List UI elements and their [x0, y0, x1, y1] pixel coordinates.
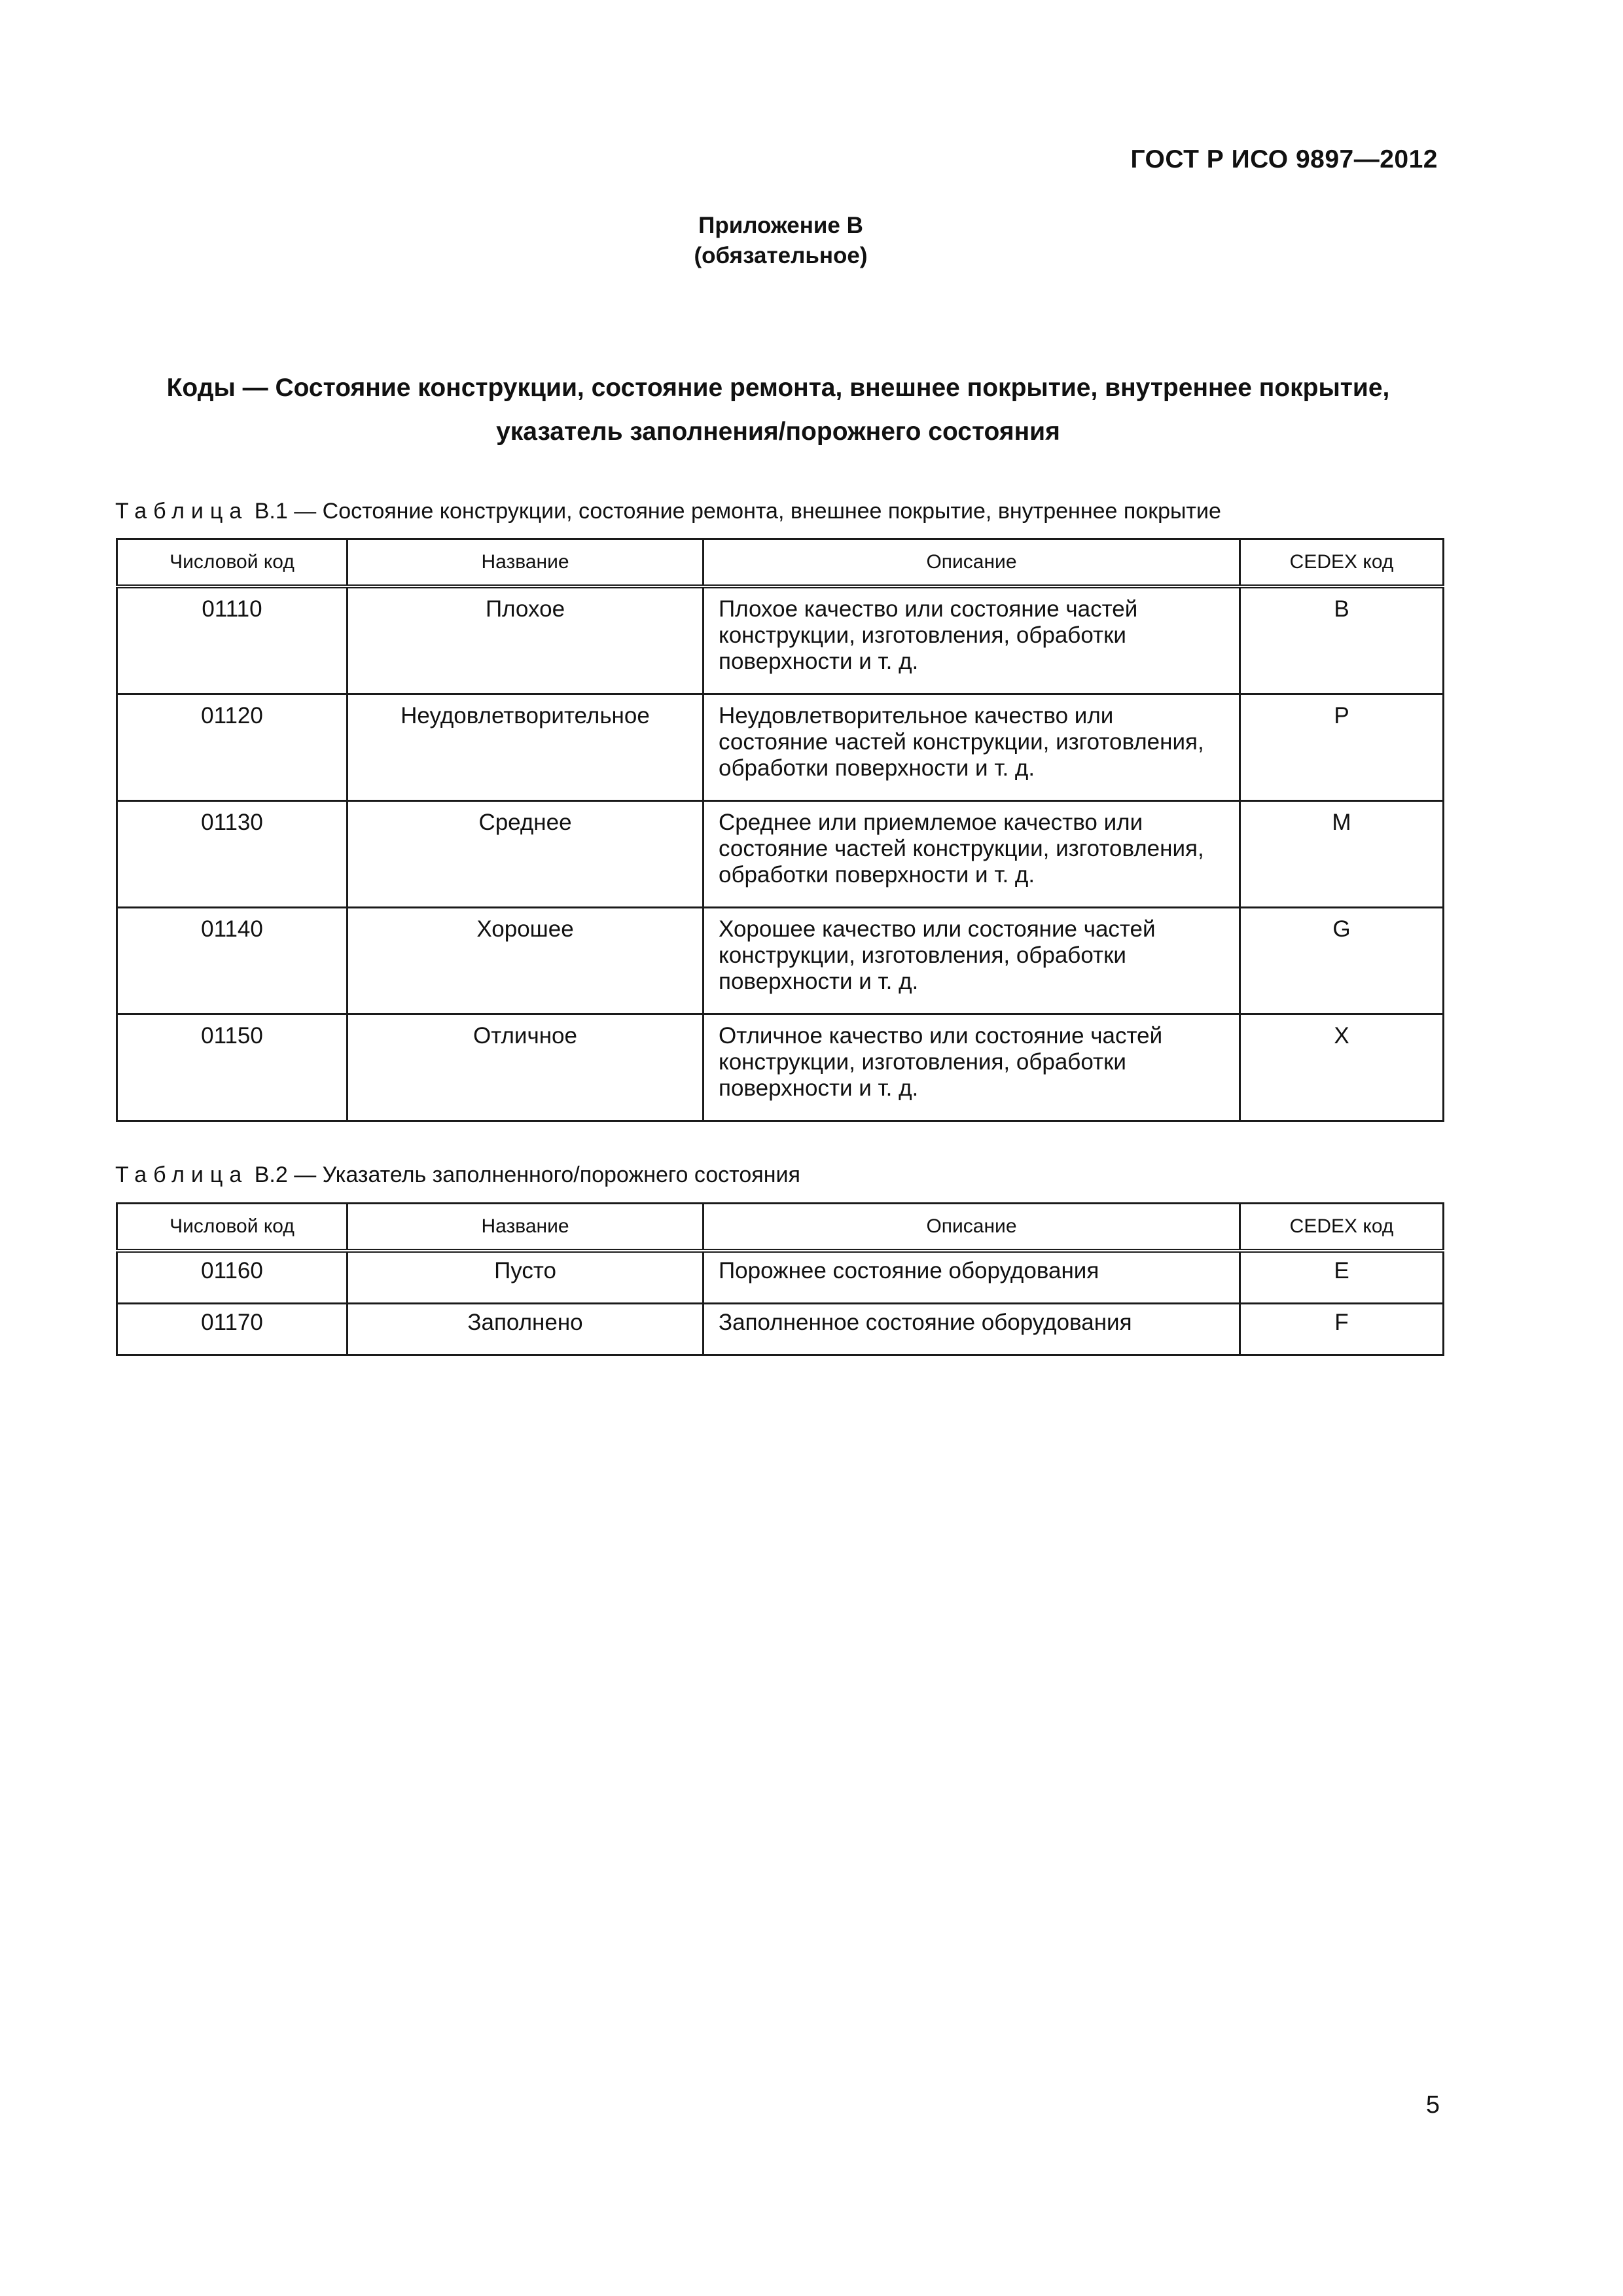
table-2 [116, 1202, 1444, 1356]
cell-code: 01140 [117, 908, 348, 1014]
table-row [117, 801, 1444, 908]
column-header-name: Название [348, 1204, 704, 1251]
annex-status: (обязательное) [694, 243, 868, 268]
cell-cedex: B [1240, 586, 1444, 694]
cell-cedex: E [1240, 1251, 1444, 1304]
table-row [117, 586, 1444, 694]
table-row [117, 1251, 1444, 1304]
cell-code: 01110 [117, 586, 348, 694]
column-header-cedex: CEDEX код [1240, 1204, 1444, 1251]
annex-title: Приложение В [698, 213, 863, 238]
cell-code: 01120 [117, 694, 348, 801]
table-1-caption-text: В.1 — Состояние конструкции, состояние ремонта, внешнее покрытие, внутреннее покрытие [248, 499, 1221, 524]
cell-cedex: P [1240, 694, 1444, 801]
cell-description: Порожнее состояние оборудования [704, 1251, 1240, 1304]
section-title-line-2: указатель заполнения/порожнего состояния [496, 418, 1060, 446]
cell-name: Заполнено [348, 1304, 704, 1355]
cell-name: Пусто [348, 1251, 704, 1304]
page-number: 5 [1425, 2091, 1440, 2119]
table-1-header-row [117, 539, 1444, 587]
cell-description: Заполненное состояние оборудования [704, 1304, 1240, 1355]
cell-name: Плохое [348, 586, 704, 694]
cell-name: Хорошее [348, 908, 704, 1014]
cell-name: Отличное [348, 1014, 704, 1121]
cell-cedex: X [1240, 1014, 1444, 1121]
column-header-description: Описание [704, 1204, 1240, 1251]
cell-cedex: F [1240, 1304, 1444, 1355]
table-1-caption [115, 499, 1221, 524]
table-row [117, 694, 1444, 801]
cell-code: 01130 [117, 801, 348, 908]
table-row [117, 908, 1444, 1014]
cell-description: Среднее или приемлемое качество или состояние частей конструкции, изготовления, обработки поверхности и т. д. [704, 801, 1240, 908]
section-title-line-1: Коды — Состояние конструкции, состояние ремонта, внешнее покрытие, внутреннее покрытие, [166, 374, 1390, 402]
table-row [117, 1014, 1444, 1121]
cell-name: Неудовлетворительное [348, 694, 704, 801]
document-code: ГОСТ Р ИСО 9897—2012 [1130, 145, 1438, 173]
column-header-description: Описание [704, 539, 1240, 587]
table-row [117, 1304, 1444, 1355]
section-title [115, 366, 1441, 454]
cell-cedex: M [1240, 801, 1444, 908]
column-header-name: Название [348, 539, 704, 587]
table-2-header-row [117, 1204, 1444, 1251]
cell-cedex: G [1240, 908, 1444, 1014]
cell-code: 01150 [117, 1014, 348, 1121]
cell-code: 01170 [117, 1304, 348, 1355]
column-header-code: Числовой код [117, 539, 348, 587]
table-2-caption [115, 1162, 800, 1188]
column-header-cedex: CEDEX код [1240, 539, 1444, 587]
annex-heading [0, 211, 1561, 271]
cell-description: Отличное качество или состояние частей конструкции, изготовления, обработки поверхности и т. д. [704, 1014, 1240, 1121]
column-header-code: Числовой код [117, 1204, 348, 1251]
cell-code: 01160 [117, 1251, 348, 1304]
table-2-caption-text: В.2 — Указатель заполненного/порожнего состояния [248, 1162, 800, 1187]
cell-description: Хорошее качество или состояние частей конструкции, изготовления, обработки поверхности и т. д. [704, 908, 1240, 1014]
cell-description: Неудовлетворительное качество или состояние частей конструкции, изготовления, обработки поверхности и т. д. [704, 694, 1240, 801]
table-1 [116, 538, 1444, 1122]
table-2-caption-label: Таблица [115, 1162, 249, 1187]
table-1-caption-label: Таблица [115, 499, 249, 524]
cell-description: Плохое качество или состояние частей конструкции, изготовления, обработки поверхности и т. д. [704, 586, 1240, 694]
cell-name: Среднее [348, 801, 704, 908]
